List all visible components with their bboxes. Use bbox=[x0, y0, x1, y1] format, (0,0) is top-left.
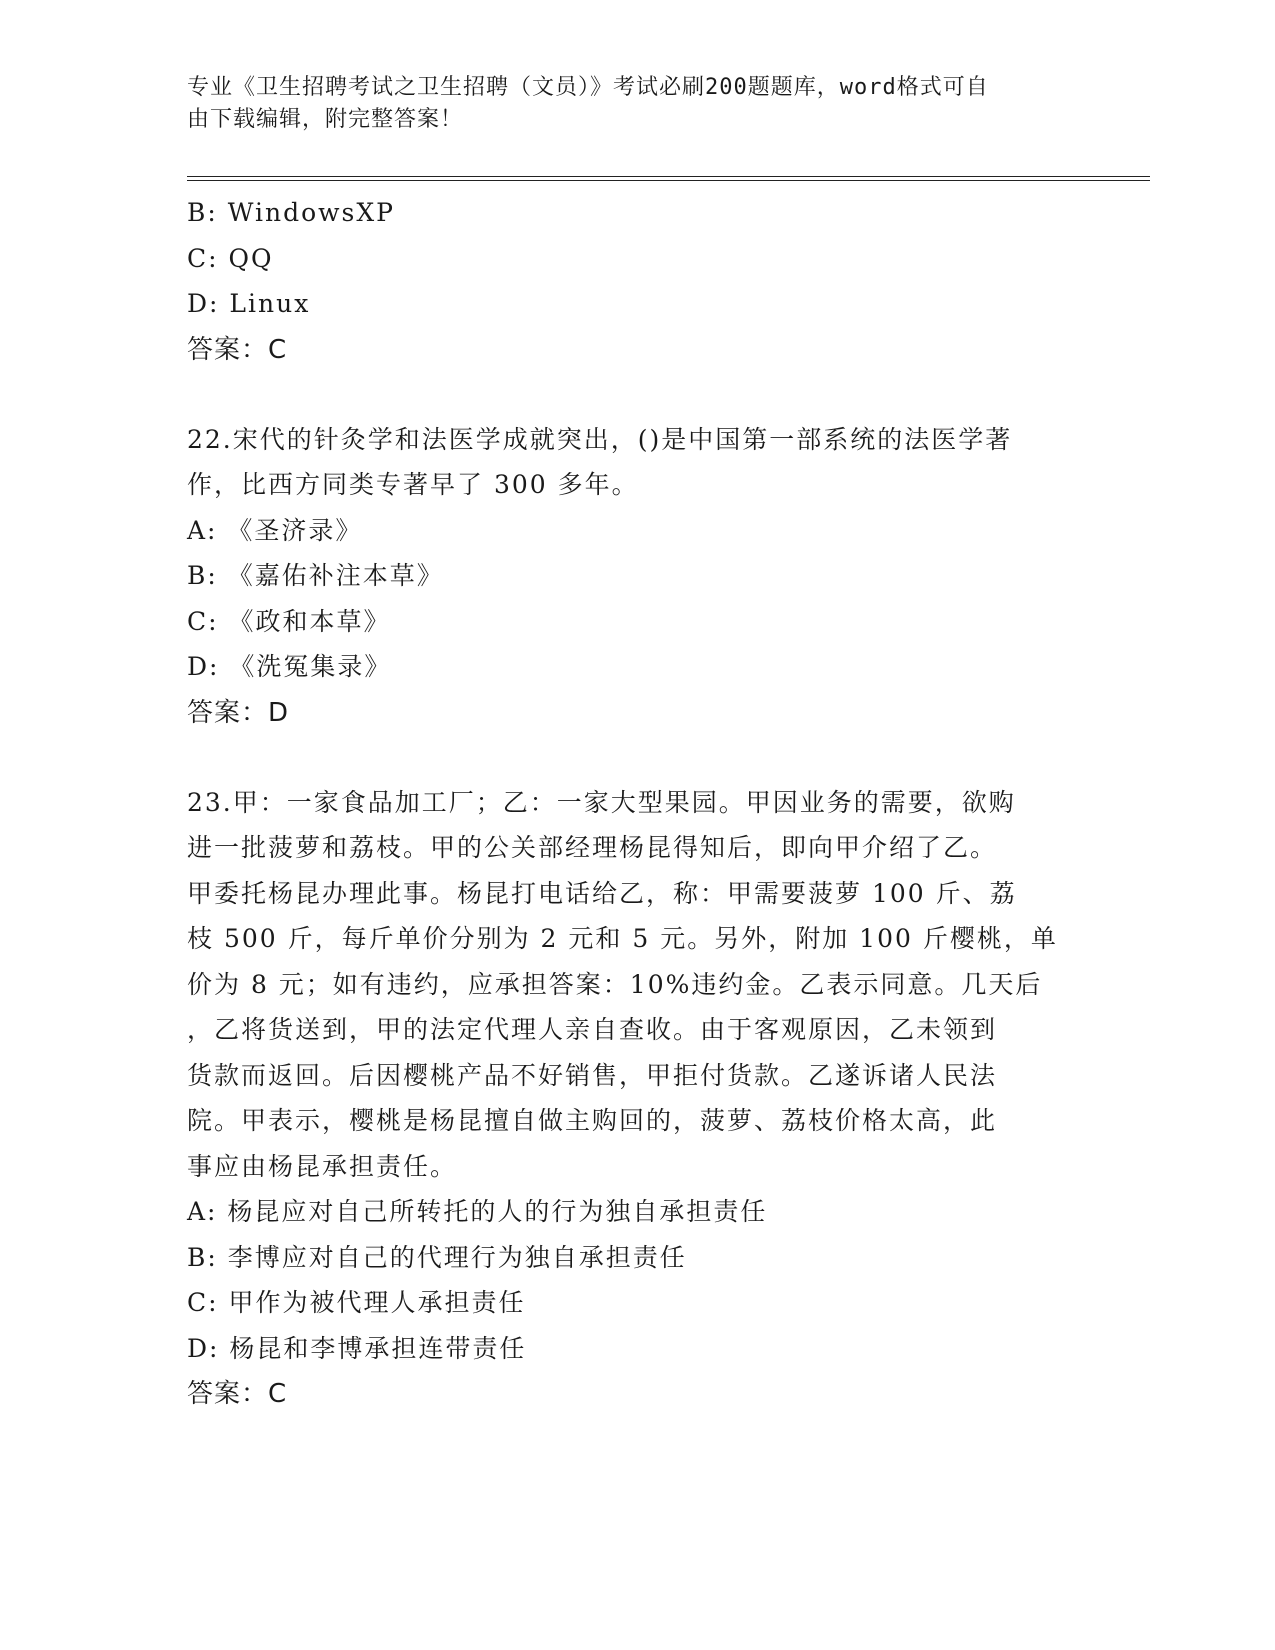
question-22 bbox=[187, 417, 1067, 736]
answer-line: 答案：D bbox=[187, 697, 290, 728]
question-23 bbox=[187, 780, 1067, 1418]
header-divider bbox=[187, 176, 1150, 181]
question-21 bbox=[187, 190, 1067, 373]
option-d: D: 《洗冤集录》 bbox=[187, 652, 392, 681]
question-text-line: 货款而返回。后因樱桃产品不好销售，甲拒付货款。乙遂诉诸人民法 bbox=[187, 1060, 998, 1090]
option-c: C: 甲作为被代理人承担责任 bbox=[187, 1288, 526, 1317]
question-text-line: 价为 8 元；如有违约，应承担答案：10%违约金。乙表示同意。几天后 bbox=[187, 969, 1043, 999]
question-text-line: 枝 500 斤，每斤单价分别为 2 元和 5 元。另外，附加 100 斤樱桃，单 bbox=[187, 924, 1058, 953]
question-text-line: 甲委托杨昆办理此事。杨昆打电话给乙，称：甲需要菠萝 100 斤、荔 bbox=[187, 878, 1017, 908]
question-text-line: 院。甲表示，樱桃是杨昆擅自做主购回的，菠萝、荔枝价格太高，此 bbox=[187, 1106, 998, 1135]
option-b: B: 《嘉佑补注本草》 bbox=[187, 561, 444, 590]
header-title-line1: 专业《卫生招聘考试之卫生招聘（文员）》考试必刷200题题库，word格式可自 bbox=[187, 75, 989, 100]
page-header bbox=[187, 72, 1067, 136]
question-text-line: 作，比西方同类专著早了 300 多年。 bbox=[187, 470, 639, 499]
question-text-line: 23.甲：一家食品加工厂；乙：一家大型果园。甲因业务的需要，欲购 bbox=[187, 787, 1016, 817]
option-c: C: 《政和本草》 bbox=[187, 606, 391, 636]
question-text-line: ，乙将货送到，甲的法定代理人亲自查收。由于客观原因，乙未领到 bbox=[187, 1015, 998, 1044]
option-d: D: 杨昆和李博承担连带责任 bbox=[187, 1333, 527, 1363]
header-title-line2: 由下载编辑，附完整答案！ bbox=[187, 107, 464, 132]
question-text-line: 进一批菠萝和荔枝。甲的公关部经理杨昆得知后，即向甲介绍了乙。 bbox=[187, 833, 998, 862]
answer-line: 答案：C bbox=[187, 1379, 288, 1409]
question-text-line: 22.宋代的针灸学和法医学成就突出，()是中国第一部系统的法医学著 bbox=[187, 424, 1013, 454]
answer-line: 答案：C bbox=[187, 334, 288, 365]
document-body bbox=[187, 190, 1067, 1417]
option-a: A: 《圣济录》 bbox=[187, 515, 363, 545]
question-spacer bbox=[187, 736, 1067, 780]
option-d: D: Linux bbox=[187, 289, 311, 318]
option-b: B: 李博应对自己的代理行为独自承担责任 bbox=[187, 1242, 687, 1272]
option-a: A: 杨昆应对自己所转托的人的行为独自承担责任 bbox=[187, 1197, 768, 1226]
option-c: C: QQ bbox=[187, 243, 274, 273]
question-text-line: 事应由杨昆承担责任。 bbox=[187, 1151, 458, 1181]
option-b: B: WindowsXP bbox=[187, 198, 395, 227]
question-spacer bbox=[187, 373, 1067, 417]
